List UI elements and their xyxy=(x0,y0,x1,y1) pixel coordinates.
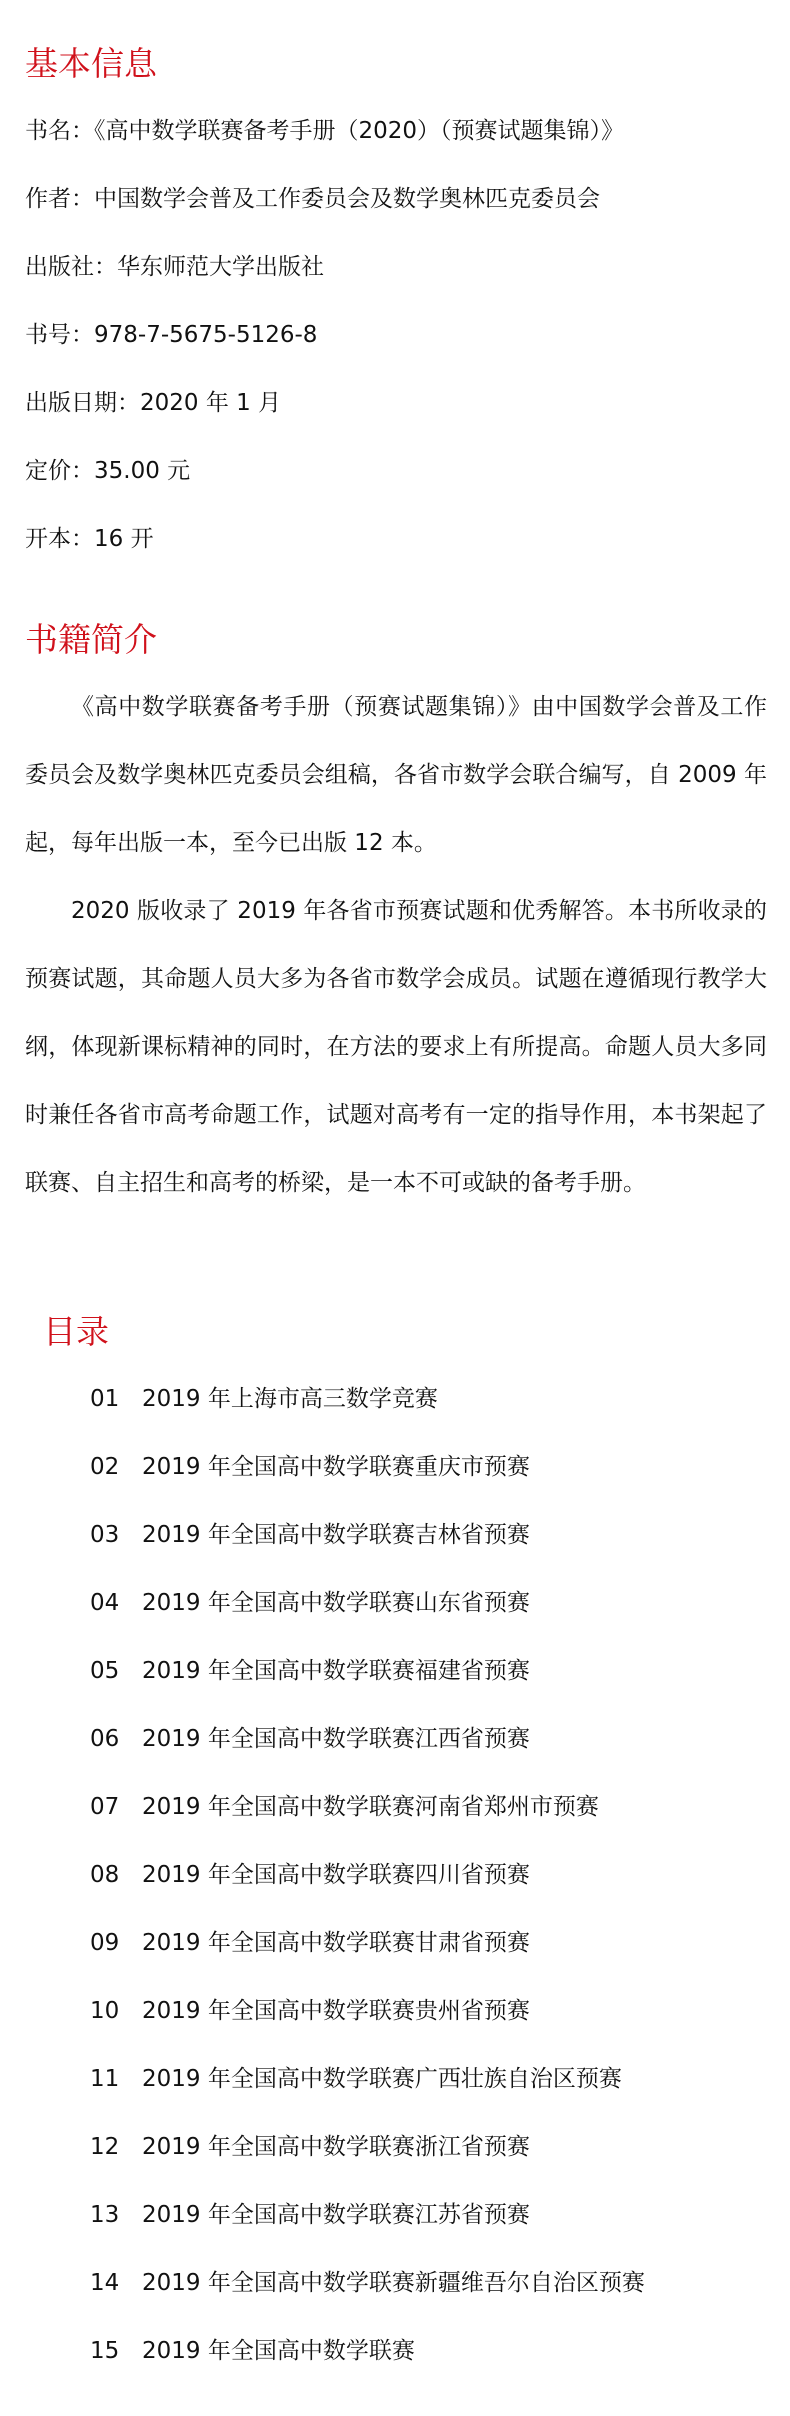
toc-item xyxy=(90,1448,530,1481)
toc-item-text: 2019 年全国高中数学联赛贵州省预赛 xyxy=(142,1998,530,2024)
toc-item-number: 12 xyxy=(90,2134,120,2160)
toc-item xyxy=(90,1992,530,2025)
toc-item xyxy=(90,1788,599,1821)
toc-item xyxy=(90,1380,438,1413)
toc-item-text: 2019 年全国高中数学联赛浙江省预赛 xyxy=(142,2134,530,2160)
toc-item-number: 05 xyxy=(90,1658,120,1684)
toc-item-number: 01 xyxy=(90,1386,120,1412)
toc-item xyxy=(90,2060,622,2093)
toc-item-text: 2019 年全国高中数学联赛甘肃省预赛 xyxy=(142,1930,530,1956)
toc-item xyxy=(90,1924,530,1957)
intro-paragraph: 《高中数学联赛备考手册（预赛试题集锦）》由中国数学会普及工作委员会及数学奥林匹克委员会组稿，各省市数学会联合编写，自 2009 年起，每年出版一本，至今已出版 12 本。 xyxy=(25,694,767,856)
intro-paragraph: 2020 版收录了 2019 年各省市预赛试题和优秀解答。本书所收录的预赛试题，其命题人员大多为各省市数学会成员。试题在遵循现行教学大纲，体现新课标精神的同时，在方法的要求上有所提高。命题人员大多同时兼任各省市高考命题工作，试题对高考有一定的指导作用，本书架起了联赛、自主招生和高考的桥梁，是一本不可或缺的备考手册。 xyxy=(25,898,767,1196)
toc-item-text: 2019 年全国高中数学联赛 xyxy=(142,2338,415,2364)
publish-date-line: 出版日期：2020 年 1 月 xyxy=(25,390,282,416)
toc-item xyxy=(90,2264,645,2297)
toc-item-text: 2019 年全国高中数学联赛广西壮族自治区预赛 xyxy=(142,2066,622,2092)
toc-item xyxy=(90,1584,530,1617)
toc-item-number: 07 xyxy=(90,1794,120,1820)
toc-item xyxy=(90,2332,415,2365)
toc-item-text: 2019 年全国高中数学联赛重庆市预赛 xyxy=(142,1454,530,1480)
toc-item-number: 02 xyxy=(90,1454,120,1480)
toc-item-number: 08 xyxy=(90,1862,120,1888)
publisher-line: 出版社：华东师范大学出版社 xyxy=(25,254,324,280)
intro-title: 书籍简介 xyxy=(25,620,157,659)
toc-item-number: 14 xyxy=(90,2270,120,2296)
toc-item xyxy=(90,1652,530,1685)
toc-item-text: 2019 年全国高中数学联赛四川省预赛 xyxy=(142,1862,530,1888)
format-line: 开本：16 开 xyxy=(25,526,154,552)
toc-item-number: 03 xyxy=(90,1522,120,1548)
toc-item-text: 2019 年全国高中数学联赛江西省预赛 xyxy=(142,1726,530,1752)
isbn-line: 书号：978-7-5675-5126-8 xyxy=(25,322,318,348)
toc-item-number: 10 xyxy=(90,1998,120,2024)
toc-item-number: 04 xyxy=(90,1590,120,1616)
toc-item xyxy=(90,2196,530,2229)
toc-item-text: 2019 年全国高中数学联赛吉林省预赛 xyxy=(142,1522,530,1548)
toc-item xyxy=(90,2128,530,2161)
toc-item xyxy=(90,1856,530,1889)
toc-item-number: 11 xyxy=(90,2066,120,2092)
price-line: 定价：35.00 元 xyxy=(25,458,191,484)
toc-item-text: 2019 年全国高中数学联赛江苏省预赛 xyxy=(142,2202,530,2228)
toc-item-text: 2019 年全国高中数学联赛福建省预赛 xyxy=(142,1658,530,1684)
toc-item-text: 2019 年全国高中数学联赛河南省郑州市预赛 xyxy=(142,1794,599,1820)
toc-item-text: 2019 年全国高中数学联赛山东省预赛 xyxy=(142,1590,530,1616)
toc-item-text: 2019 年全国高中数学联赛新疆维吾尔自治区预赛 xyxy=(142,2270,645,2296)
toc-item-number: 06 xyxy=(90,1726,120,1752)
toc-item-number: 09 xyxy=(90,1930,120,1956)
toc-item xyxy=(90,1720,530,1753)
toc-item-number: 15 xyxy=(90,2338,120,2364)
book-title-line: 书名：《高中数学联赛备考手册（2020）（预赛试题集锦）》 xyxy=(25,118,625,144)
toc-item-text: 2019 年上海市高三数学竞赛 xyxy=(142,1386,438,1412)
toc-item xyxy=(90,1516,530,1549)
toc-title: 目录 xyxy=(43,1312,109,1351)
author-line: 作者：中国数学会普及工作委员会及数学奥林匹克委员会 xyxy=(25,186,600,212)
toc-item-number: 13 xyxy=(90,2202,120,2228)
basic-info-title: 基本信息 xyxy=(25,44,157,83)
